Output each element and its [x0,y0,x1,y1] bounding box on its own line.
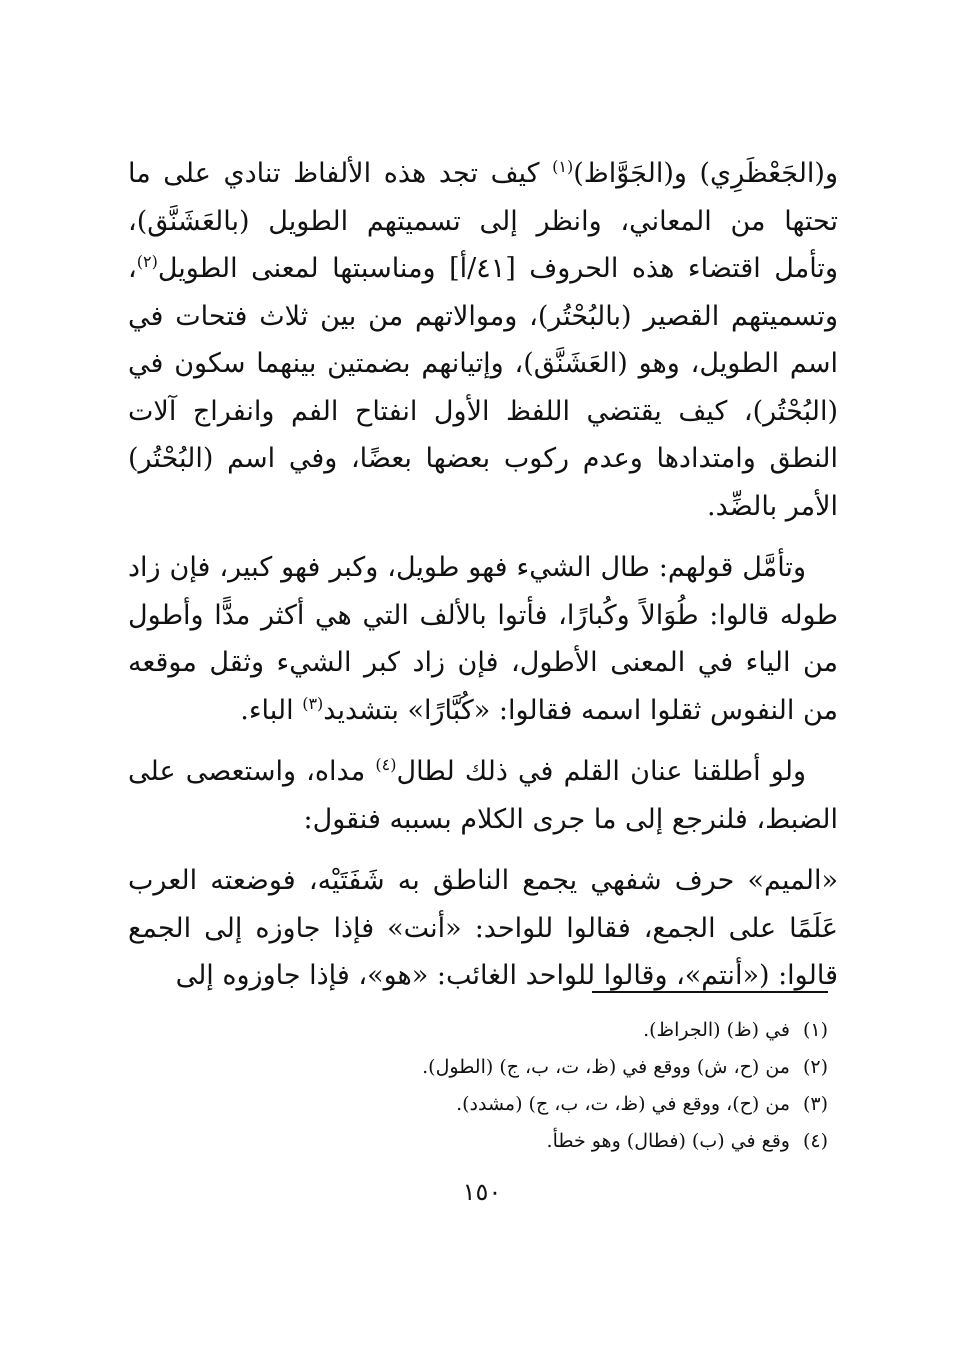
paragraph-4-text: «الميم» حرف شفهي يجمع الناطق به شَفَتَيْه، فوضعته العرب عَلَمًا على الجمع، فقالوا للواحد: «أنت» فإذا جاوزه إلى الجمع قالوا: («أنتم»، وقالوا للواحد الغائب: «هو»، فإذا جاوزوه إلى [128,865,838,991]
paragraph-1-part-b: كيف تجد هذه الألفاظ تنادي على ما تحتها من المعاني، وانظر إلى تسميتهم الطويل (بالعَشَنَّق)، وتأمل اقتضاء هذه الحروف [٤١/أ] ومناسبتها لمعنى الطويل [128,158,838,284]
paragraph-2-part-a: وتأمَّل قولهم: طال الشيء فهو طويل، وكبر فهو كبير، فإن زاد طوله قالوا: طُوَالاً وكُبارًا، فأتوا بالألف التي هي أكثر مدًّا وأطول من الياء في المعنى الأطول، فإن زاد كبر الشيء وثقل موقعه من النفوس ثقلوا اسمه فقالوا: «كُبَّارًا» بتشديد [128,552,838,726]
footnote-text: من (ح، ش) ووقع في (ظ، ت، ب، ج) (الطول). [422,1056,790,1078]
footnote-2 [228,1049,828,1086]
paragraph-4 [128,857,838,1000]
footnote-text: من (ح)، ووقع في (ظ، ت، ب، ج) (مشدد). [456,1093,790,1115]
page-number: ١٥٠ [462,1178,502,1206]
paragraph-2 [128,544,838,734]
footnote-number: (٢) [802,1056,828,1078]
footnote-ref-4: (٤) [375,755,397,774]
paragraph-3-part-b: مداه، واستعصى على الضبط، فلنرجع إلى ما جرى الكلام بسببه فنقول: [128,756,838,835]
paragraph-1 [128,150,838,530]
paragraph-1-part-a: و(الجَعْظَرِي) و(الجَوَّاظ) [573,158,838,189]
footnote-number: (٣) [802,1093,828,1115]
footnotes [228,1012,828,1160]
footnote-3 [228,1086,828,1123]
footnote-ref-1: (١) [552,157,574,176]
footnote-number: (٤) [802,1130,828,1152]
footnote-4 [228,1123,828,1160]
footnote-number: (١) [802,1019,828,1041]
main-text [128,150,838,1000]
paragraph-3 [128,748,838,843]
footnote-ref-2: (٢) [136,252,158,271]
footnote-text: في (ظ) (الجراظ). [643,1019,790,1041]
paragraph-2-part-b: الباء. [240,694,303,726]
paragraph-3-part-a: ولو أطلقنا عنان القلم في ذلك لطال [396,756,806,787]
paragraph-1-part-c: ، وتسميتهم القصير (بالبُحْتُر)، وموالاتهم من بين ثلاث فتحات في اسم الطويل، وهو (العَشَنَّق)، وإتيانهم بضمتين بينهما سكون في (البُحْتُر)، كيف يقتضي اللفظ الأول انفتاح الفم وانفراج آلات النطق وامتدادها وعدم ركوب بعضها بعضًا، وفي اسم (البُحْتُر) الأمر بالضِّد. [128,253,838,522]
footnote-text: وقع في (ب) (فطال) وهو خطأ. [546,1130,790,1152]
footnote-1 [228,1012,828,1049]
footnote-divider [592,991,828,993]
footnote-ref-3: (٣) [302,693,324,713]
